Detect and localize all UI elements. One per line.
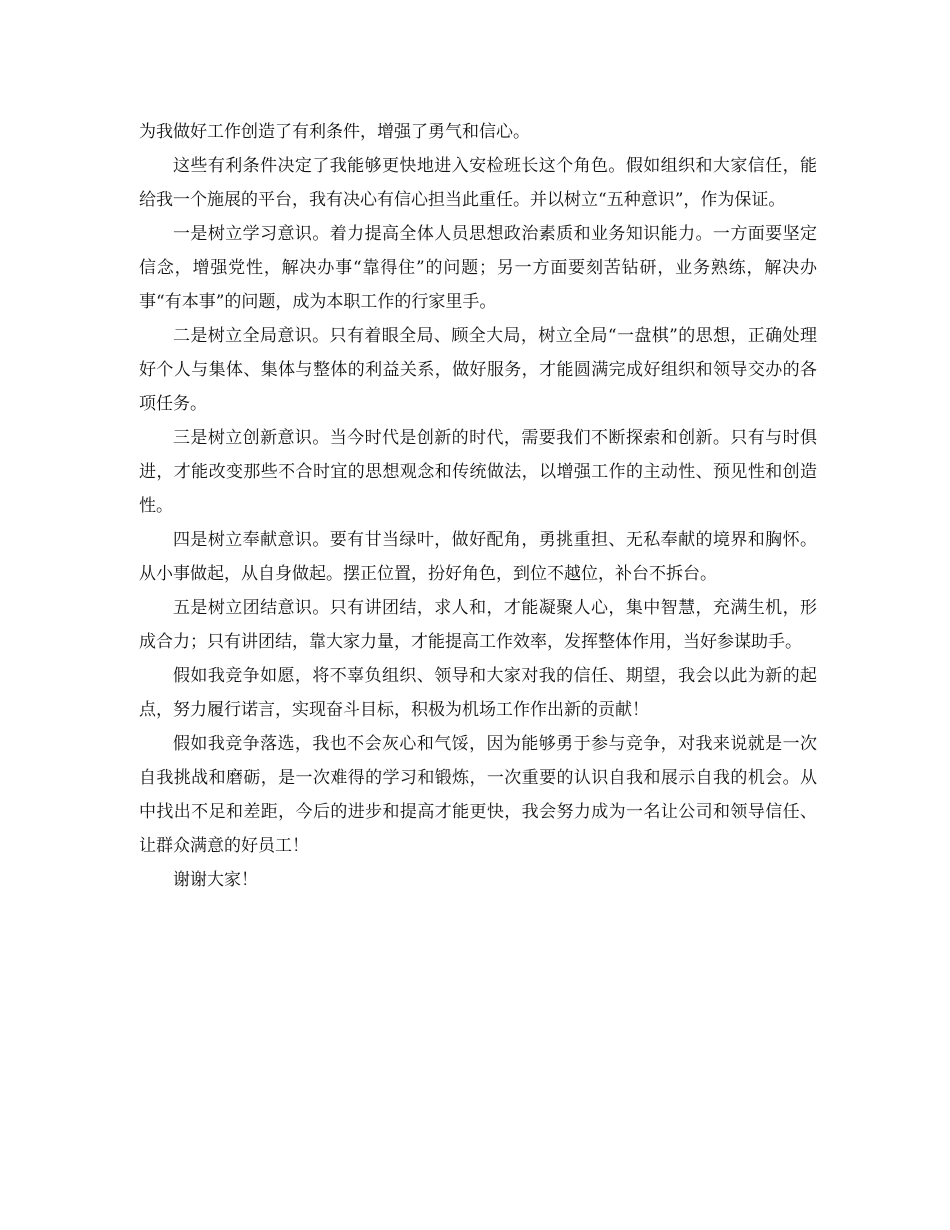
paragraph-learning-awareness: 一是树立学习意识。着力提高全体人员思想政治素质和业务知识能力。一方面要坚定信念，增强党性，解决办事“靠得住”的问题；另一方面要刻苦钻研，业务熟练，解决办事“有本事”的问题，成为本职工作的行家里手。	[139, 224, 817, 312]
paragraph-thanks: 谢谢大家！	[173, 870, 258, 890]
document-body	[139, 115, 817, 897]
paragraph-dedication-awareness: 四是树立奉献意识。要有甘当绿叶，做好配角，勇挑重担、无私奉献的境界和胸怀。从小事做起，从自身做起。摆正位置，扮好角色，到位不越位，补台不拆台。	[139, 530, 817, 584]
paragraph-innovation-awareness: 三是树立创新意识。当今时代是创新的时代，需要我们不断探索和创新。只有与时俱进，才能改变那些不合时宜的思想观念和传统做法，以增强工作的主动性、预见性和创造性。	[139, 428, 817, 516]
paragraph-if-unsuccessful: 假如我竞争落选，我也不会灰心和气馁，因为能够勇于参与竞争，对我来说就是一次自我挑战和磨砺，是一次难得的学习和锻炼，一次重要的认识自我和展示自我的机会。从中找出不足和差距，今后的进步和提高才能更快，我会努力成为一名让公司和领导信任、让群众满意的好员工！	[139, 734, 817, 856]
paragraph-if-successful: 假如我竞争如愿，将不辜负组织、领导和大家对我的信任、期望，我会以此为新的起点，努力履行诺言，实现奋斗目标，积极为机场工作作出新的贡献！	[139, 666, 817, 720]
paragraph-favorable-conditions: 这些有利条件决定了我能够更快地进入安检班长这个角色。假如组织和大家信任，能给我一个施展的平台，我有决心有信心担当此重任。并以树立“五种意识”，作为保证。	[139, 156, 817, 210]
paragraph-continuation: 为我做好工作创造了有利条件，增强了勇气和信心。	[139, 122, 530, 142]
paragraph-overall-awareness: 二是树立全局意识。只有着眼全局、顾全大局，树立全局“一盘棋”的思想，正确处理好个人与集体、集体与整体的利益关系，做好服务，才能圆满完成好组织和领导交办的各项任务。	[139, 326, 817, 414]
paragraph-unity-awareness: 五是树立团结意识。只有讲团结，求人和，才能凝聚人心，集中智慧，充满生机，形成合力；只有讲团结，靠大家力量，才能提高工作效率，发挥整体作用，当好参谋助手。	[139, 598, 817, 652]
